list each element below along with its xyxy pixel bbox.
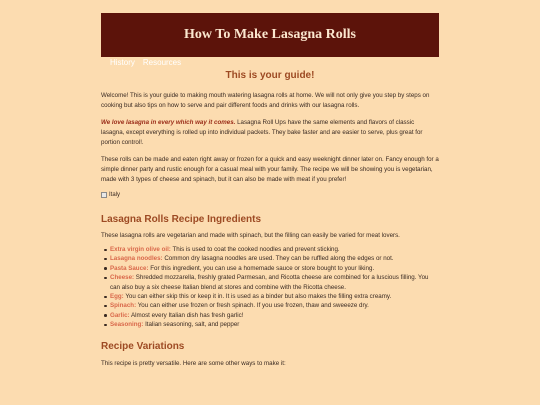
nav-link-resources[interactable]: Resources xyxy=(142,58,182,67)
variations-lead: This recipe is pretty versatile. Here are some other ways to make it: xyxy=(101,359,286,367)
ingredients-lead: These lasagna rolls are vegetarian and made with spinach, but the filling can easily be varied for meat lovers. xyxy=(101,232,400,239)
ingredient-item xyxy=(110,254,439,263)
ingredient-item xyxy=(110,292,439,301)
ingredient-name: Spinach: xyxy=(110,302,137,310)
variations-heading: Recipe Variations xyxy=(101,340,185,352)
ingredient-item xyxy=(110,273,439,292)
broken-image-icon xyxy=(101,192,107,198)
ingredient-text: You can either use frozen or fresh spinach. If you use frozen, thaw and sweeeze dry. xyxy=(136,302,369,310)
love-text: Lasagna Roll Ups have the same elements and flavors of classic lasagna, except everything is rolled up into individual packets. They bake faster and are easier to serve, plus great for portion control!. xyxy=(101,119,423,146)
ingredients-heading: Lasagna Rolls Recipe Ingredients xyxy=(101,214,262,225)
ingredient-item xyxy=(110,264,439,273)
ingredient-item xyxy=(110,245,439,254)
guide-title: This is your guide! xyxy=(225,70,315,81)
love-emphasis: We love lasagna in every which way it comes. xyxy=(101,119,236,126)
ingredient-name: Seasoning: xyxy=(110,321,144,329)
ingredient-text: Common dry lasagna noodles are used. They can be ruffled along the edges or not. xyxy=(162,255,394,263)
ingredient-item xyxy=(110,311,439,320)
italy-image xyxy=(101,190,439,200)
ingredients-list xyxy=(101,245,439,330)
ingredient-name: Garlic: xyxy=(110,311,130,319)
nav-bar xyxy=(101,57,439,68)
ingredient-text: Almost every Italian dish has fresh garlic! xyxy=(129,311,244,319)
ingredient-text: You can either skip this or keep it in. It is used as a binder but also makes the filling extra creamy. xyxy=(123,293,392,301)
rolls-paragraph: These rolls can be made and eaten right away or frozen for a quick and easy weeknight dinner later on. Fancy enough for a simple dinner party and rustic enough for a casual meal with your family. The recipe we will be showing you is vegetarian, made with 3 types of cheese and spinach, but it can also be made with meat if you prefer! xyxy=(101,156,439,183)
header-banner xyxy=(101,13,439,57)
intro-paragraph: Welcome! This is your guide to making mouth watering lasagna rolls at home. We will not only give you step by steps on cooking but also tips on how to serve and pair different foods and drinks with our lasagna rolls. xyxy=(101,92,430,109)
ingredient-name: Extra virgin olive oil: xyxy=(110,246,171,253)
ingredient-item xyxy=(110,320,439,329)
ingredient-item xyxy=(110,301,439,310)
ingredient-text: Italian seasoning, salt, and pepper xyxy=(143,321,240,329)
ingredient-text: This is used to coat the cooked noodles and prevent sticking. xyxy=(170,246,340,253)
ingredient-name: Egg: xyxy=(110,293,124,301)
ingredient-text: Shredded mozzarella, freshly grated Parmesan, and Ricotta cheese are combined for a luscious filling. You can also buy a six cheese Italian blend at stores and combine with the Ricotta cheese. xyxy=(110,274,429,291)
ingredient-text: For this ingredient, you can use a homemade sauce or store bought to your liking. xyxy=(148,264,375,272)
page-container xyxy=(101,13,439,369)
ingredient-name: Pasta Sauce: xyxy=(110,264,149,272)
love-paragraph xyxy=(101,118,439,148)
ingredient-name: Cheese: xyxy=(110,274,135,282)
italy-image-alt: Italy xyxy=(109,192,121,198)
ingredient-name: Lasagna noodles: xyxy=(110,255,163,263)
site-title: How To Make Lasagna Rolls xyxy=(184,27,356,42)
nav-link-history[interactable]: History xyxy=(110,58,135,67)
